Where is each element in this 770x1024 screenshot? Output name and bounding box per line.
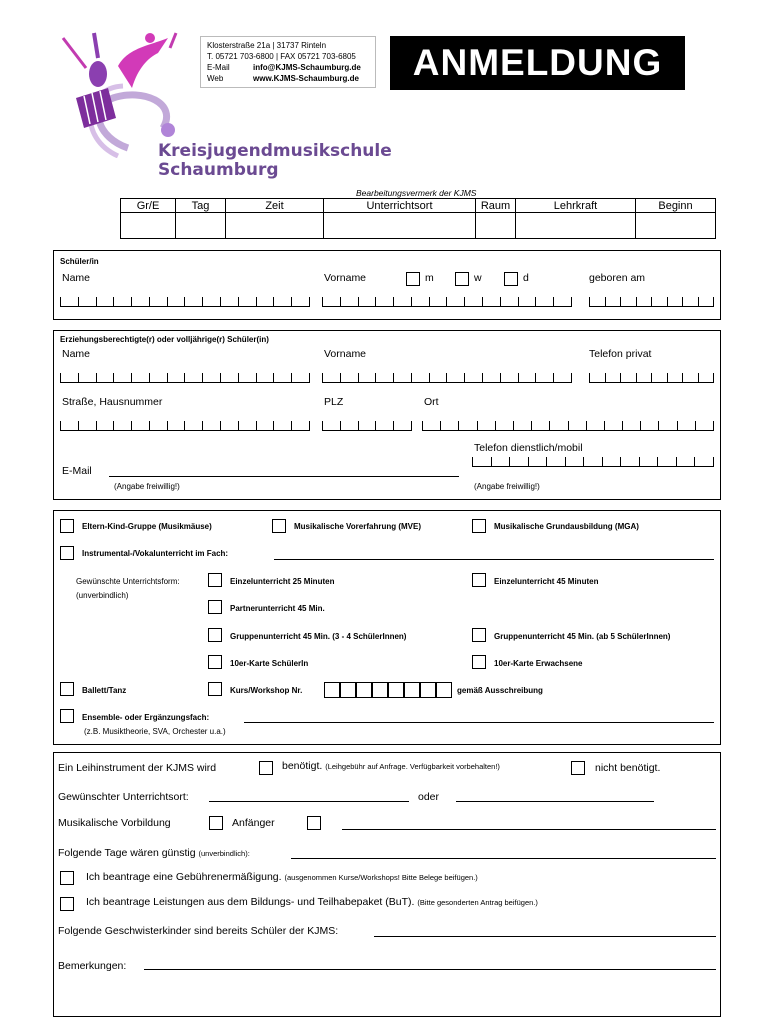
karte-schueler-checkbox[interactable] bbox=[208, 655, 222, 669]
vorname-label: Vorname bbox=[324, 348, 367, 360]
partner45-checkbox[interactable] bbox=[208, 600, 222, 614]
form-label: Gewünschte Unterrichtsform: bbox=[76, 577, 180, 586]
brand-name: Kreisjugendmusikschule Schaumburg bbox=[158, 141, 392, 180]
gruppe5-checkbox[interactable] bbox=[472, 628, 486, 642]
freiwillig-note: (Angabe freiwillig!) bbox=[114, 482, 180, 491]
ekg-label: Eltern-Kind-Gruppe (Musikmäuse) bbox=[82, 522, 212, 531]
anfaenger-label: Anfänger bbox=[232, 817, 275, 829]
ekg-checkbox[interactable] bbox=[60, 519, 74, 533]
freiwillig-note: (Angabe freiwillig!) bbox=[474, 482, 540, 491]
vorname-label: Vorname bbox=[324, 272, 367, 284]
vorname-input[interactable] bbox=[322, 369, 572, 383]
oder-label: oder bbox=[418, 791, 440, 803]
gender-w-checkbox[interactable] bbox=[455, 272, 469, 286]
einzel25-label: Einzelunterricht 25 Minuten bbox=[230, 577, 335, 586]
name-input[interactable] bbox=[60, 293, 310, 307]
telefon-privat-label: Telefon privat bbox=[589, 348, 652, 360]
kurs-checkbox[interactable] bbox=[208, 682, 222, 696]
courses-section bbox=[53, 510, 721, 745]
leih-label: Ein Leihinstrument der KJMS wird bbox=[58, 762, 217, 774]
name-input[interactable] bbox=[60, 369, 310, 383]
name-label: Name bbox=[62, 348, 91, 360]
instrumental-label: Instrumental-/Vokalunterricht im Fach: bbox=[82, 549, 229, 558]
email-label: E-Mail bbox=[62, 465, 92, 477]
geboren-label: geboren am bbox=[589, 272, 646, 284]
name-label: Name bbox=[62, 272, 91, 284]
gender-m-label: m bbox=[425, 272, 434, 284]
geschwister-label: Folgende Geschwisterkinder sind bereits Schüler der KJMS: bbox=[58, 925, 339, 937]
geboren-input[interactable] bbox=[589, 293, 714, 307]
fach-input[interactable] bbox=[274, 559, 714, 560]
unverbindlich-label: (unverbindlich) bbox=[76, 591, 129, 600]
ort-alt-input[interactable] bbox=[456, 801, 654, 802]
ensemble-input[interactable] bbox=[244, 722, 714, 723]
col-raum: Raum bbox=[476, 199, 516, 213]
cell-beginn[interactable] bbox=[636, 213, 716, 239]
tage-input[interactable] bbox=[291, 858, 716, 859]
gruppe34-checkbox[interactable] bbox=[208, 628, 222, 642]
mve-label: Musikalische Vorerfahrung (MVE) bbox=[294, 522, 421, 531]
einzel25-checkbox[interactable] bbox=[208, 573, 222, 587]
vorname-input[interactable] bbox=[322, 293, 572, 307]
telefon-dienst-input[interactable] bbox=[472, 453, 714, 467]
but-checkbox[interactable] bbox=[60, 897, 74, 911]
vorbildung-label: Musikalische Vorbildung bbox=[58, 817, 171, 829]
plz-label: PLZ bbox=[324, 396, 344, 408]
gemaess-label: gemäß Ausschreibung bbox=[457, 686, 543, 695]
gruppe34-label: Gruppenunterricht 45 Min. (3 - 4 SchülerInnen) bbox=[230, 632, 407, 641]
tage-hint: (unverbindlich): bbox=[198, 849, 250, 858]
extra-section bbox=[53, 752, 721, 1017]
telefon-input[interactable] bbox=[589, 369, 714, 383]
cell-tag[interactable] bbox=[176, 213, 226, 239]
section-title: Schüler/in bbox=[60, 257, 99, 266]
bemerkungen-input[interactable] bbox=[144, 969, 716, 970]
tage-label: Folgende Tage wären günstig bbox=[58, 847, 196, 859]
cell-ort[interactable] bbox=[324, 213, 476, 239]
karte-erw-checkbox[interactable] bbox=[472, 655, 486, 669]
but-label: Ich beantrage Leistungen aus dem Bildungs- und Teilhabepaket (BuT). bbox=[86, 896, 415, 908]
ort-input[interactable] bbox=[422, 417, 714, 431]
office-table bbox=[120, 198, 716, 239]
section-title: Erziehungsberechtigte(r) oder volljährige(r) Schüler(in) bbox=[60, 335, 269, 344]
ermaessigung-hint: (ausgenommen Kurse/Workshops! Bitte Belege beifügen.) bbox=[284, 873, 478, 882]
guardian-section bbox=[53, 330, 721, 500]
ermaessigung-label: Ich beantrage eine Gebührenermäßigung. bbox=[86, 871, 282, 883]
ort-label: Ort bbox=[424, 396, 439, 408]
karte-schueler-label: 10er-Karte SchülerIn bbox=[230, 659, 309, 668]
col-tag: Tag bbox=[176, 199, 226, 213]
col-zeit: Zeit bbox=[226, 199, 324, 213]
vorbildung-input[interactable] bbox=[342, 829, 716, 830]
col-ort: Unterrichtsort bbox=[324, 199, 476, 213]
mga-label: Musikalische Grundausbildung (MGA) bbox=[494, 522, 639, 531]
gender-w-label: w bbox=[474, 272, 482, 284]
ort-label: Gewünschter Unterrichtsort: bbox=[58, 791, 189, 803]
partner45-label: Partnerunterricht 45 Min. bbox=[230, 604, 325, 613]
benoetigt-label: benötigt. bbox=[282, 760, 323, 772]
col-gre: Gr/E bbox=[121, 199, 176, 213]
ensemble-label: Ensemble- oder Ergänzungsfach: bbox=[82, 713, 210, 722]
ermaessigung-checkbox[interactable] bbox=[60, 871, 74, 885]
ort-input[interactable] bbox=[209, 801, 409, 802]
cell-zeit[interactable] bbox=[226, 213, 324, 239]
leih-benoetigt-checkbox[interactable] bbox=[259, 761, 273, 775]
nicht-benoetigt-label: nicht benötigt. bbox=[595, 762, 661, 774]
einzel45-label: Einzelunterricht 45 Minuten bbox=[494, 577, 599, 586]
anfaenger-checkbox[interactable] bbox=[209, 816, 223, 830]
col-beginn: Beginn bbox=[636, 199, 716, 213]
mga-checkbox[interactable] bbox=[472, 519, 486, 533]
leih-hint: (Leihgebühr auf Anfrage. Verfügbarkeit vorbehalten!) bbox=[325, 762, 500, 771]
gender-d-checkbox[interactable] bbox=[504, 272, 518, 286]
karte-erw-label: 10er-Karte Erwachsene bbox=[494, 659, 583, 668]
kjms-logo bbox=[58, 28, 188, 158]
einzel45-checkbox[interactable] bbox=[472, 573, 486, 587]
email-input[interactable] bbox=[109, 476, 459, 477]
bemerkungen-label: Bemerkungen: bbox=[58, 960, 127, 972]
cell-raum[interactable] bbox=[476, 213, 516, 239]
student-section bbox=[53, 250, 721, 320]
instrumental-checkbox[interactable] bbox=[60, 546, 74, 560]
leih-nicht-checkbox[interactable] bbox=[571, 761, 585, 775]
kurs-label: Kurs/Workshop Nr. bbox=[230, 686, 303, 695]
contact-box: Klosterstraße 21a | 31737 Rinteln T. 05721 703-6800 | FAX 05721 703-6805 E-Mail info@KJMS-Schaumburg.de Web www.KJMS-Schaumburg.de bbox=[200, 36, 376, 88]
form-title: ANMELDUNG bbox=[390, 36, 685, 90]
kurs-nr-input[interactable] bbox=[324, 682, 452, 698]
ballett-checkbox[interactable] bbox=[60, 682, 74, 696]
strasse-label: Straße, Hausnummer bbox=[62, 396, 163, 408]
telefon-dienst-label: Telefon dienstlich/mobil bbox=[474, 442, 583, 454]
gender-d-label: d bbox=[523, 272, 529, 284]
mve-checkbox[interactable] bbox=[272, 519, 286, 533]
geschwister-input[interactable] bbox=[374, 936, 716, 937]
ensemble-hint: (z.B. Musiktheorie, SVA, Orchester u.a.) bbox=[84, 727, 226, 736]
cell-lehrkraft[interactable] bbox=[516, 213, 636, 239]
vorbildung-checkbox[interactable] bbox=[307, 816, 321, 830]
gruppe5-label: Gruppenunterricht 45 Min. (ab 5 SchülerInnen) bbox=[494, 632, 671, 641]
but-hint: (Bitte gesonderten Antrag beifügen.) bbox=[417, 898, 538, 907]
strasse-input[interactable] bbox=[60, 417, 310, 431]
col-lehrkraft: Lehrkraft bbox=[516, 199, 636, 213]
cell-gre[interactable] bbox=[121, 213, 176, 239]
gender-m-checkbox[interactable] bbox=[406, 272, 420, 286]
plz-input[interactable] bbox=[322, 417, 412, 431]
office-caption: Bearbeitungsvermerk der KJMS bbox=[356, 188, 477, 198]
ballett-label: Ballett/Tanz bbox=[82, 686, 127, 695]
ensemble-checkbox[interactable] bbox=[60, 709, 74, 723]
